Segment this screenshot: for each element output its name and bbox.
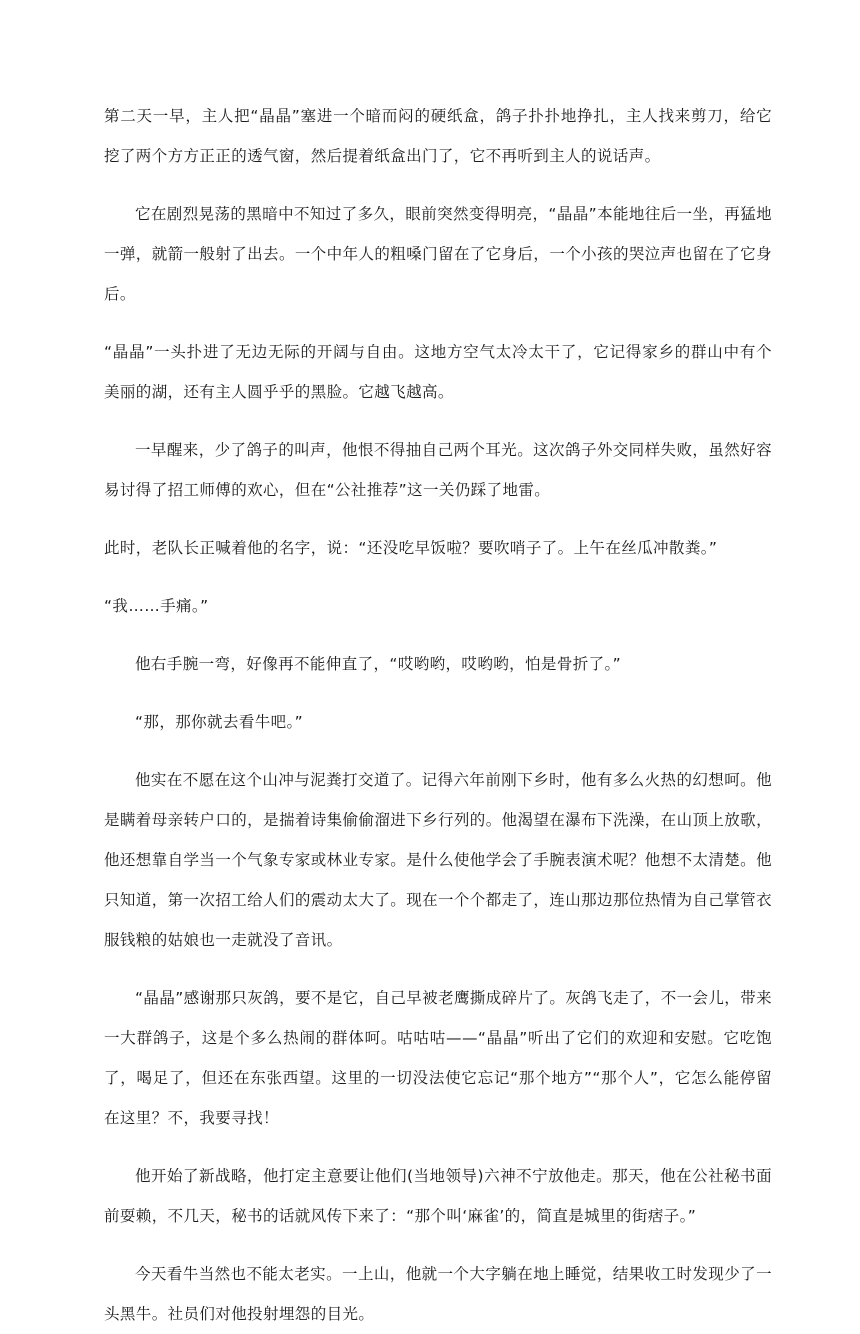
paragraph-11: 他开始了新战略，他打定主意要让他们(当地领导)六神不宁放他走。那天，他在公社秘书面前耍赖，不几天，秘书的话就风传下来了：“那个叫‘麻雀’的，简直是城里的街痞子。”	[104, 1167, 772, 1225]
paragraph-10: “晶晶”感谢那只灰鸽，要不是它，自己早被老鹰撕成碎片了。灰鸽飞走了，不一会儿，带来一大群鸽子，这是个多么热闹的群体呵。咕咕咕——“晶晶”听出了它们的欢迎和安慰。它吃饱了，喝足了，但还在东张西望。这里的一切没法使它忘记“那个地方”“那个人”，它怎么能停留在这里？不，我要寻找！	[104, 989, 772, 1127]
paragraph-2: 它在剧烈晃荡的黑暗中不知过了多久，眼前突然变得明亮，“晶晶”本能地往后一坐，再猛地一弹，就箭一般射了出去。一个中年人的粗嗓门留在了它身后，一个小孩的哭泣声也留在了它身后。	[104, 205, 772, 303]
paragraph-5: 此时，老队长正喊着他的名字，说：“还没吃早饭啦？要吹哨子了。上午在丝瓜冲散粪。”	[104, 539, 718, 557]
paragraph-8: “那，那你就去看牛吧。”	[135, 713, 304, 731]
paragraph-12: 今天看牛当然也不能太老实。一上山，他就一个大字躺在地上睡觉，结果收工时发现少了一头黑牛。社员们对他投射埋怨的目光。	[104, 1265, 772, 1323]
paragraph-7: 他右手腕一弯，好像再不能伸直了，“哎哟哟，哎哟哟，怕是骨折了。”	[135, 655, 622, 673]
paragraph-9: 他实在不愿在这个山冲与泥粪打交道了。记得六年前刚下乡时，他有多么火热的幻想呵。他是瞒着母亲转户口的，是揣着诗集偷偷溜进下乡行列的。他渴望在瀑布下洗澡，在山顶上放歌，他还想靠自学当一个气象专家或林业专家。是什么使他学会了手腕表演术呢？他想不太清楚。他只知道，第一次招工给人们的震动太大了。现在一个个都走了，连山那边那位热情为自己掌管衣服钱粮的姑娘也一走就没了音讯。	[104, 771, 772, 949]
paragraph-6: “我……手痛。”	[104, 597, 209, 615]
paragraph-1: 第二天一早，主人把“晶晶”塞进一个暗而闷的硬纸盒，鸽子扑扑地挣扎，主人找来剪刀，给它挖了两个方方正正的透气窗，然后提着纸盒出门了，它不再听到主人的说话声。	[104, 107, 772, 165]
paragraph-3: “晶晶”一头扑进了无边无际的开阔与自由。这地方空气太冷太干了，它记得家乡的群山中有个美丽的湖，还有主人圆乎乎的黑脸。它越飞越高。	[104, 343, 772, 401]
paragraph-4: 一早醒来，少了鸽子的叫声，他恨不得抽自己两个耳光。这次鸽子外交同样失败，虽然好容易讨得了招工师傅的欢心，但在“公社推荐”这一关仍踩了地雷。	[104, 441, 772, 499]
